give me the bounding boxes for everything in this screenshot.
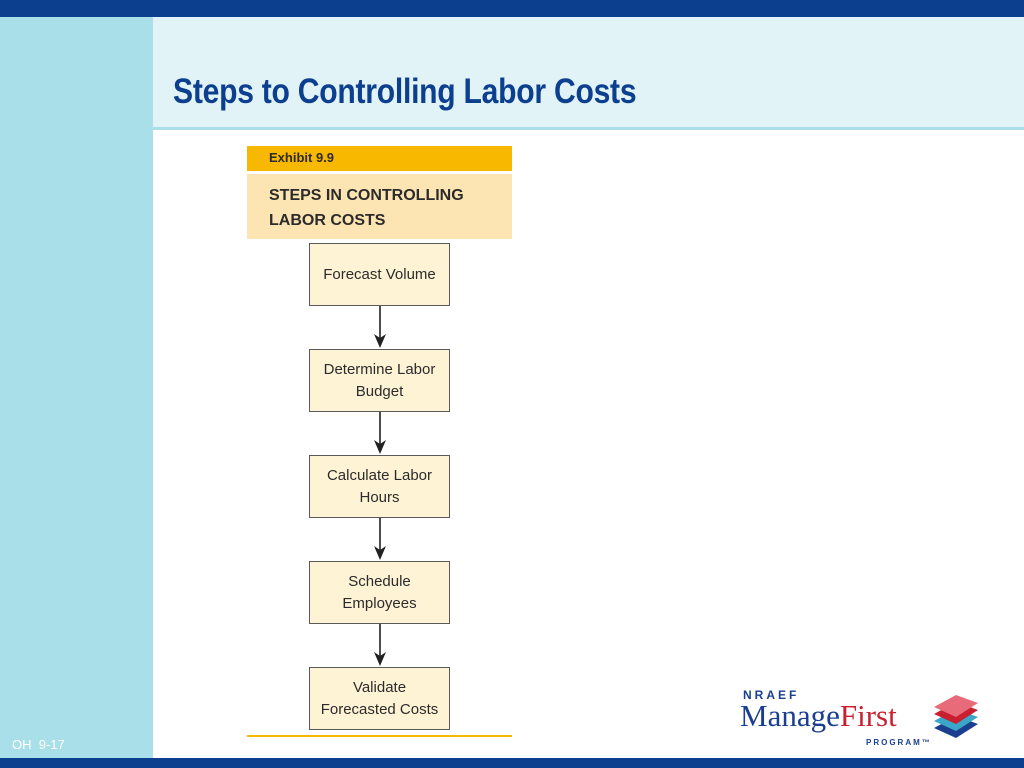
logo-program: PROGRAM™ bbox=[866, 738, 932, 747]
logo-name bbox=[740, 698, 897, 734]
exhibit-label-bar bbox=[247, 146, 512, 171]
exhibit-header bbox=[247, 174, 512, 239]
managefirst-logo bbox=[740, 686, 982, 750]
exhibit-label: Exhibit 9.9 bbox=[269, 150, 335, 165]
step-determine-labor-budget: Determine Labor Budget bbox=[309, 349, 450, 412]
step-schedule-employees: Schedule Employees bbox=[309, 561, 450, 624]
bottom-bar bbox=[0, 758, 1024, 768]
exhibit-title: STEPS IN CONTROLLING LABOR COSTS bbox=[269, 187, 464, 229]
exhibit-bottom-rule bbox=[247, 735, 512, 737]
slide-title: Steps to Controlling Labor Costs bbox=[173, 72, 637, 111]
flow-arrow bbox=[372, 412, 388, 454]
slide-number: OH 9-17 bbox=[12, 737, 65, 752]
top-bar bbox=[0, 0, 1024, 17]
logo-name-part2: First bbox=[839, 698, 897, 733]
flow-arrow bbox=[372, 518, 388, 560]
title-divider bbox=[0, 127, 1024, 130]
logo-name-part1: Manage bbox=[740, 698, 840, 733]
flow-arrow bbox=[372, 624, 388, 666]
step-validate-forecasted-costs: Validate Forecasted Costs bbox=[309, 667, 450, 730]
logo-org: NRAEF bbox=[743, 688, 800, 702]
stacked-books-icon bbox=[930, 694, 980, 738]
step-forecast-volume: Forecast Volume bbox=[309, 243, 450, 306]
flow-arrow bbox=[372, 306, 388, 348]
step-calculate-labor-hours: Calculate Labor Hours bbox=[309, 455, 450, 518]
